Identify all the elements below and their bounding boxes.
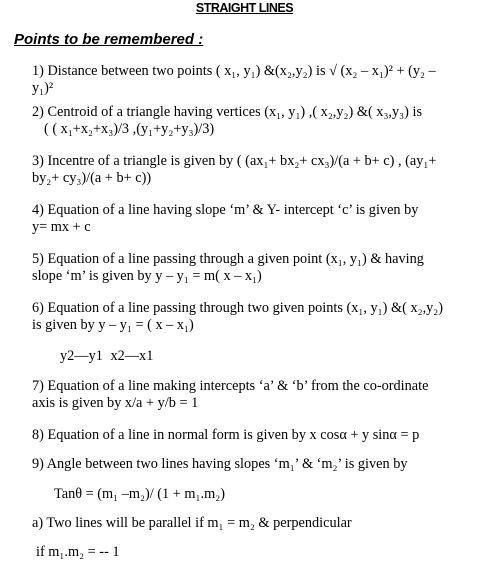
list-item [32,300,472,334]
item-line: a) Two lines will be parallel if m₁ = m₂ & perpendicular [32,515,352,531]
item-line: by₂+ cy₃)/(a + b+ c)) [32,170,152,186]
list-item [32,104,472,138]
item-line: y₁)² [32,80,54,96]
item-line: slope ‘m’ is given by y – y₁ = m( x – x₁) [32,268,262,284]
page-title: STRAIGHT LINES [195,1,294,15]
item-line: 8) Equation of a line in normal form is given by x cosα + y sinα = p [32,427,420,443]
fraction-denominator [60,348,489,365]
item-line: 7) Equation of a line making intercepts ‘a’ & ‘b’ from the co-ordinate [32,378,429,394]
list-item [32,63,472,97]
item-line: y= mx + c [32,219,91,235]
list-item [32,456,472,473]
item-line: 9) Angle between two lines having slopes ‘m₁’ & ‘m₂’ is given by [32,456,408,472]
item-line: is given by y – y₁ = ( x – x₁) [32,317,194,333]
list-item [32,153,472,187]
item-line: 2) Centroid of a triangle having vertices (x₁, y₁) ,( x₂,y₂) &( x₃,y₃) is [32,104,423,120]
list-item [36,544,476,561]
item-line: 1) Distance between two points ( x₁, y₁) &(x₂,y₂) is √ (x₂ – x₁)² + (y₂ – [32,63,436,79]
item-line: Tanθ = (m₁ –m₂)/ (1 + m₁.m₂) [54,486,225,502]
list-item [32,202,472,236]
item-line: if m₁.m₂ = -- 1 [36,544,120,560]
item-line: axis is given by x/a + y/b = 1 [32,395,199,411]
item-line: ( ( x₁+x₂+x₃)/3 ,(y₁+y₂+y₃)/3) [44,121,215,137]
item-line: 5) Equation of a line passing through a given point (x₁, y₁) & having [32,251,424,267]
item-line: y2—y1 x2—x1 [60,348,154,364]
list-item [32,515,472,532]
list-item [32,251,472,285]
formula-line [54,486,489,503]
item-line: 3) Incentre of a triangle is given by ( (ax₁+ bx₂+ cx₃)/(a + b+ c) , (ay₁+ [32,153,437,169]
section-heading: Points to be remembered : [14,31,204,48]
list-item [32,378,472,412]
item-line: 6) Equation of a line passing through two given points (x₁, y₁) &( x₂,y₂) [32,300,444,316]
list-item [32,427,472,444]
item-line: 4) Equation of a line having slope ‘m’ & Y- intercept ‘c’ is given by [32,202,419,218]
